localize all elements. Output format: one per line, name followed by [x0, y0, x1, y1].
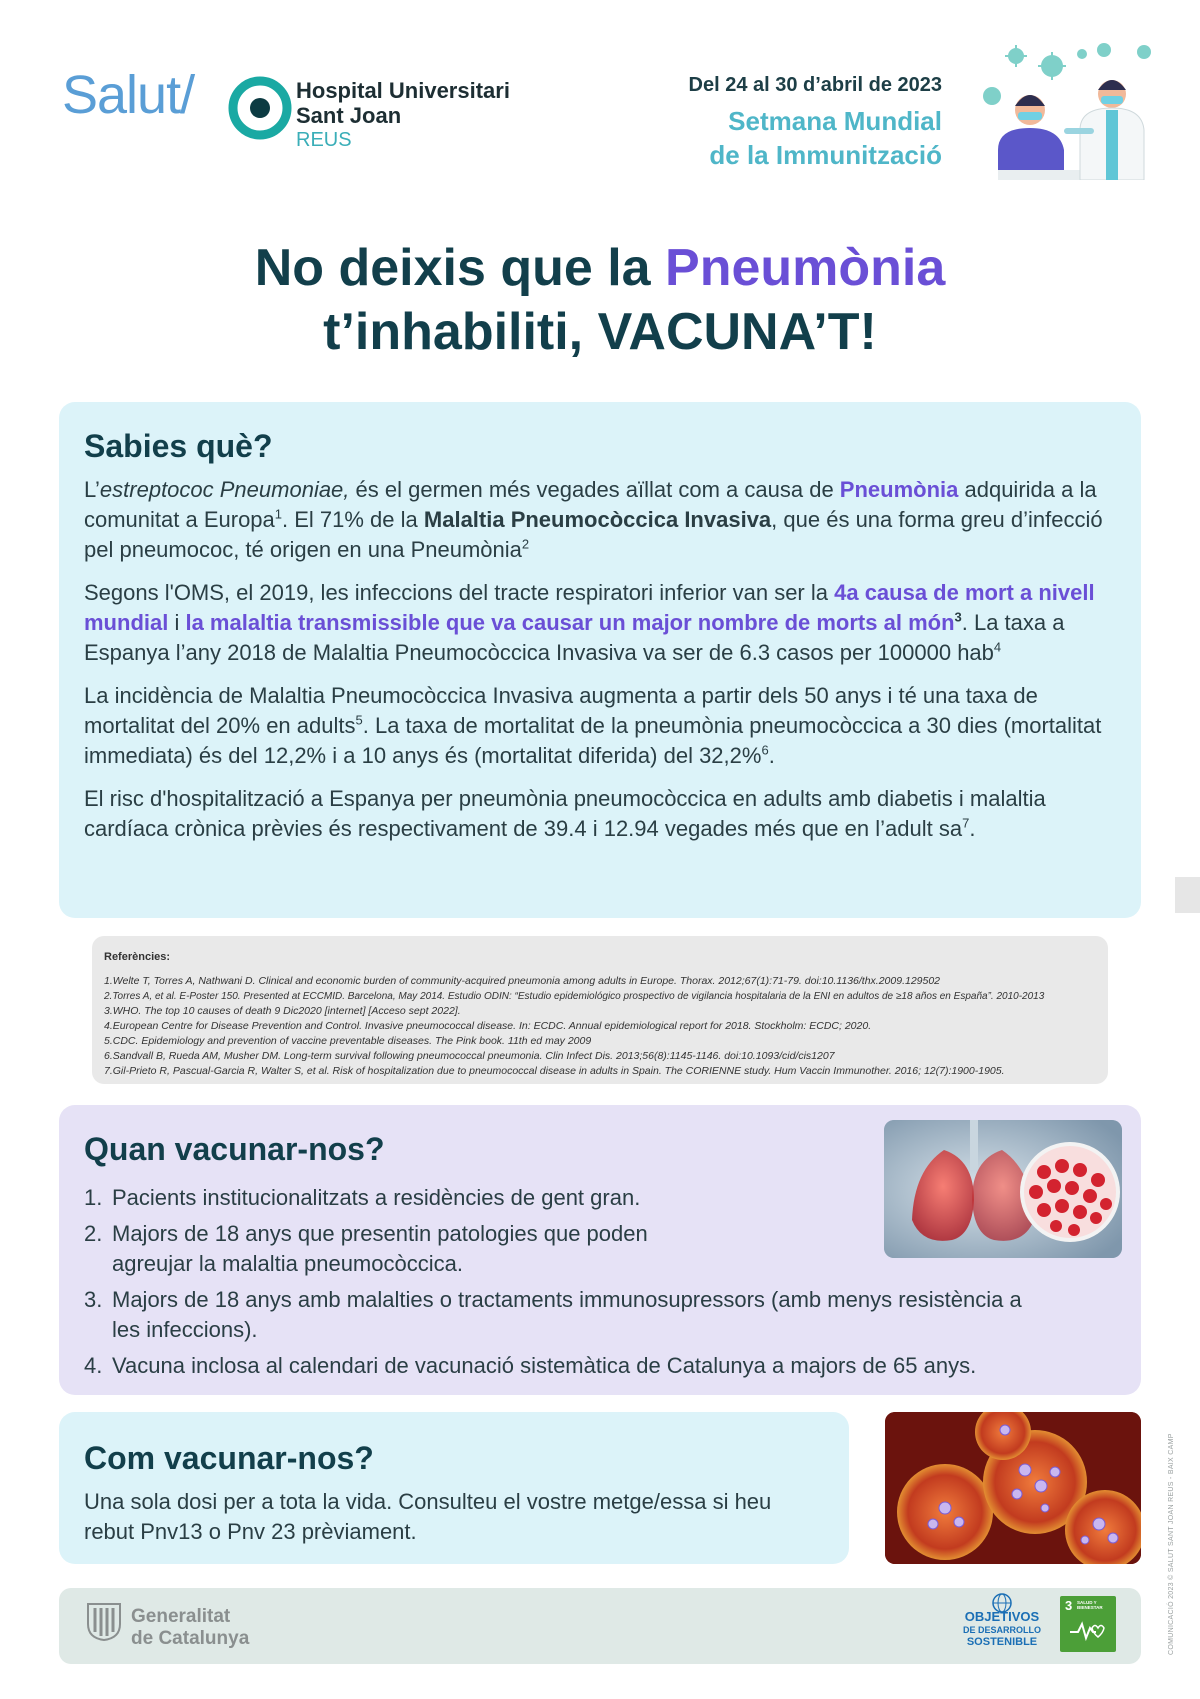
- sabies-panel: [59, 402, 1141, 918]
- sabies-paragraph-3: La incidència de Malaltia Pneumocòccica Invasiva augmenta a partir dels 50 anys i té una taxa de mortalitat del 20% en adults$^5$. La taxa de mortalitat de la pneumònia pneumocòccica a 30 dies (mortalitat immediata) és del 12,2% i a 10 anys és (mortalitat diferida) del 32,2%$^6$.: [84, 683, 1102, 768]
- references-panel: [92, 936, 1108, 1084]
- sabies-paragraph-4: El risc d'hospitalització a Espanya per pneumònia pneumocòccica en adults amb diabetis i malaltia cardíaca crònica prèvies és respectivament de 39.4 i 12.94 vegades més que en l’adult $sa^7$.: [84, 786, 1046, 841]
- quan-panel: [59, 1105, 1141, 1395]
- reference-item: 1.Welte T, Torres A, Nathwani D. Clinical and economic burden of community-acquired pneumonia among adults in Europe. Thorax. 2012;67(1):71-79. doi:10.1136/thx.2009.129502: [104, 975, 941, 987]
- reference-item: 2.Torres A, et al. E-Poster 150. Presented at ECCMID. Barcelona, May 2014. Estudio ODIN: “Estudio epidemiológico prospectivo de vigilancia hospitalaria de la ENI en adultos de ≥18 años en España”. 2010-2013: [104, 991, 1045, 1002]
- sabies-body: [84, 475, 1120, 844]
- side-tab: [1175, 877, 1200, 913]
- page-title: No deixis que la Pneumònia t’inhabiliti, VACUNA’T!: [254, 239, 946, 361]
- list-item: 1. Pacients institucionalitzats a residències de gent gran.: [84, 1185, 641, 1210]
- generalitat-logo-icon: [86, 1602, 122, 1642]
- hospital-name: Hospital Universitari Sant Joan: [296, 78, 510, 128]
- ods-label: OBJETIVOS DE DESARROLLO SOSTENIBLE: [962, 1609, 1041, 1648]
- list-item: 4. Vacuna inclosa al calendari de vacunació sistemàtica de Catalunya a majors de 65 anys.: [84, 1353, 977, 1378]
- event-name: Setmana Mundial de la Immunització: [709, 106, 942, 170]
- alveoli-bacteria-illustration-icon: [885, 1412, 1141, 1564]
- reference-item: 5.CDC. Epidemiology and prevention of vaccine preventable diseases. The Pink book. 11th ed may 2009: [104, 1035, 592, 1047]
- heartbeat-icon: [1068, 1618, 1108, 1644]
- event-dates: Del 24 al 30 d’abril de 2023: [688, 74, 942, 96]
- sdg3-badge: 3 SALUD Y BIENESTAR: [1060, 1596, 1116, 1652]
- reference-item: 4.European Centre for Disease Prevention and Control. Invasive pneumococcal disease. In: ECDC. Annual epidemiological report for 2018. Stockholm: ECDC; 2020.: [104, 1020, 872, 1032]
- reference-item: 7.Gil-Prieto R, Pascual-Garcia R, Walter S, et al. Risk of hospitalization due to pneumococcal disease in adults in Spain. The CORIENNE study. Hum Vaccin Immunother. 2016; 12(7):1900-1905.: [104, 1065, 1005, 1077]
- sabies-heading: Sabies què?: [84, 428, 273, 464]
- reference-item: 6.Sandvall B, Rueda AM, Musher DM. Long-term survival following pneumococcal pneumonia. Clin Infect Dis. 2013;56(8):1145-1146. doi:10.1093/cid/cis1207: [104, 1050, 835, 1062]
- com-heading: Com vacunar-nos?: [84, 1440, 374, 1476]
- reference-item: 3.WHO. The top 10 causes of death 9 Dic2020 [internet] [Acceso sept 2022].: [104, 1005, 461, 1017]
- sabies-paragraph-1: L’estreptococ Pneumoniae, és el germen més vegades aïllat com a causa de Pneumònia adquirida a la comunitat a Europa$^1$. El 71% de la Malaltia Pneumocòccica Invasiva, que és una forma greu d’infecció pel pneumococ, té origen en una Pneumònia$^2$: [84, 477, 1103, 562]
- sabies-paragraph-2: Segons l'OMS, el 2019, les infeccions del tracte respiratori inferior van ser la 4a causa de mort a nivell mundial i la malaltia transmissible que va causar un major nombre de morts al món$^3$. La taxa a Espanya l’any 2018 de Malaltia Pneumocòccica Invasiva va ser de 6.3 casos per 100000 hab$^4$: [84, 580, 1095, 665]
- list-item: 3. Majors de 18 anys amb malalties o tractaments immunosupressors (amb menys resistència a les infeccions).: [84, 1287, 1022, 1342]
- hospital-city: REUS: [296, 129, 352, 151]
- generalitat-name: Generalitat de Catalunya: [131, 1606, 250, 1649]
- lungs-bacteria-illustration-icon: [884, 1120, 1122, 1258]
- title-highlight: Pneumònia: [665, 239, 946, 297]
- com-panel: [59, 1412, 849, 1564]
- quan-heading: Quan vacunar-nos?: [84, 1131, 385, 1167]
- salut-logo: Salut/: [62, 65, 195, 125]
- hospital-logo-icon: [228, 76, 292, 140]
- com-text: Una sola dosi per a tota la vida. Consulteu el vostre metge/essa si heu rebut Pnv13 o Pnv 23 prèviament.: [84, 1489, 772, 1544]
- credit-line: COMUNICACIÓ 2023 © SALUT SANT JOAN REUS - BAIX CAMP: [1168, 1433, 1175, 1655]
- list-item: 2. Majors de 18 anys que presentin patologies que poden agreujar la malaltia pneumocòccica.: [84, 1221, 648, 1276]
- vaccination-illustration-icon: [972, 40, 1162, 180]
- references-heading: Referències:: [104, 951, 171, 963]
